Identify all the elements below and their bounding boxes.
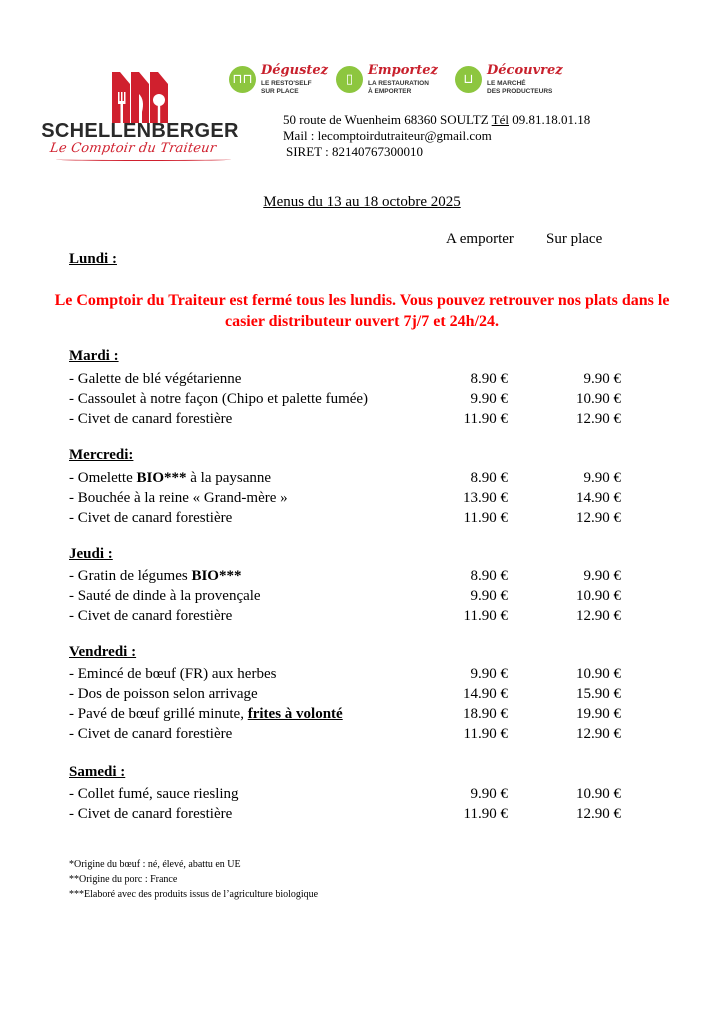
badge-subtitle: LE MARCHÉ DES PRODUCTEURS (487, 80, 553, 95)
dish-name: - Emincé de bœuf (FR) aux herbes (69, 666, 277, 682)
price-takeaway: 11.90 € (463, 608, 508, 624)
dish-name: - Civet de canard forestière (69, 726, 233, 742)
dish-name: - Galette de blé végétarienne (69, 371, 242, 387)
price-takeaway: 11.90 € (463, 411, 508, 427)
day-heading-jeudi: Jeudi : (69, 546, 113, 562)
price-takeaway: 11.90 € (463, 806, 508, 822)
badge-title: Découvrez (487, 63, 563, 78)
footnote-organic: ***Elaboré avec des produits issus de l’agriculture biologique (69, 889, 319, 900)
menu-item-row (69, 389, 625, 409)
takeaway-menu-icon: ▯ (336, 66, 363, 93)
dish-name: - Omelette BIO*** à la paysanne (69, 470, 272, 486)
price-onsite: 12.90 € (576, 411, 621, 427)
price-takeaway: 18.90 € (463, 706, 508, 722)
menu-item-row (69, 369, 625, 389)
menu-item-row (69, 804, 625, 824)
logo-tagline: Le Comptoir du Traiteur (48, 141, 218, 156)
badge-emportez (336, 63, 446, 106)
dish-name: - Cassoulet à notre façon (Chipo et palette fumée) (69, 391, 369, 407)
badge-degustez (229, 63, 329, 106)
badge-subtitle: LA RESTAURATION À EMPORTER (368, 80, 429, 95)
badge-subtitle: LE RESTO'SELF SUR PLACE (261, 80, 312, 95)
menu-item-row (69, 409, 625, 429)
price-takeaway: 9.90 € (470, 786, 508, 802)
company-logo (30, 68, 250, 163)
siret-label: SIRET : (286, 144, 332, 159)
footnote-pork-origin: **Origine du porc : France (69, 874, 178, 885)
price-onsite: 12.90 € (576, 726, 621, 742)
price-onsite: 12.90 € (576, 608, 621, 624)
day-heading-samedi: Samedi : (69, 764, 126, 780)
column-header-onsite: Sur place (546, 231, 603, 247)
price-takeaway: 11.90 € (463, 726, 508, 742)
menu-item-row (69, 508, 625, 528)
day-heading-mercredi: Mercredi: (69, 447, 134, 463)
menu-item-row (69, 566, 625, 586)
price-takeaway: 9.90 € (470, 391, 508, 407)
price-onsite: 12.90 € (576, 510, 621, 526)
dining-table-icon: ⊓⊓ (229, 66, 256, 93)
price-takeaway: 14.90 € (463, 686, 508, 702)
dish-name: - Civet de canard forestière (69, 411, 233, 427)
footnote-beef-origin: *Origine du bœuf : né, élevé, abattu en UE (69, 859, 241, 870)
bio-label: BIO*** (191, 568, 242, 584)
footnotes (69, 857, 318, 902)
price-takeaway: 9.90 € (470, 666, 508, 682)
unlimited-fries-label: frites à volonté (247, 706, 343, 722)
dish-name: - Pavé de bœuf grillé minute, frites à volonté (69, 706, 343, 722)
column-header-takeaway: A emporter (446, 231, 514, 247)
menu-title: Menus du 13 au 18 octobre 2025 (263, 194, 461, 210)
tel-label: Tél (491, 112, 509, 127)
bio-label: BIO*** (136, 470, 187, 486)
menu-item-row (69, 468, 625, 488)
menu-item-row (69, 488, 625, 508)
price-takeaway: 8.90 € (470, 568, 508, 584)
dish-name: - Dos de poisson selon arrivage (69, 686, 258, 702)
contact-address-line (283, 111, 590, 128)
price-onsite: 10.90 € (576, 786, 621, 802)
badge-decouvrez (455, 63, 565, 106)
menu-item-row (69, 704, 625, 724)
price-takeaway: 9.90 € (470, 588, 508, 604)
mail-label: Mail : (283, 128, 318, 143)
mail-address[interactable]: lecomptoirdutraiteur@gmail.com (317, 128, 492, 143)
price-onsite: 14.90 € (576, 490, 621, 506)
price-onsite: 10.90 € (576, 391, 621, 407)
menu-item-row (69, 606, 625, 626)
menu-item-row (69, 586, 625, 606)
day-heading-vendredi: Vendredi : (69, 644, 137, 660)
day-heading-mardi: Mardi : (69, 348, 119, 364)
price-takeaway: 13.90 € (463, 490, 508, 506)
price-takeaway: 8.90 € (470, 371, 508, 387)
cutlery-buildings-icon (30, 68, 250, 123)
price-onsite: 9.90 € (583, 568, 621, 584)
dish-name: - Civet de canard forestière (69, 806, 233, 822)
dish-name: - Gratin de légumes BIO*** (69, 568, 242, 584)
closed-notice: Le Comptoir du Traiteur est fermé tous les lundis. Vous pouvez retrouver nos plats dans le casier distributeur ouvert 7j/7 et 24h/24. (54, 292, 670, 330)
tel-number[interactable]: 09.81.18.01.18 (509, 112, 591, 127)
menu-item-row (69, 784, 625, 804)
dish-name: - Collet fumé, sauce riesling (69, 786, 239, 802)
contact-siret-line (286, 143, 423, 160)
price-takeaway: 8.90 € (470, 470, 508, 486)
price-onsite: 9.90 € (583, 470, 621, 486)
siret-number: 82140767300010 (332, 144, 423, 159)
logo-brand-name: SCHELLENBERGER (41, 120, 239, 142)
price-onsite: 15.90 € (576, 686, 621, 702)
price-onsite: 10.90 € (576, 666, 621, 682)
dish-name: - Bouchée à la reine « Grand-mère » (69, 490, 288, 506)
menu-item-row (69, 724, 625, 744)
badge-title: Dégustez (261, 63, 329, 78)
price-onsite: 10.90 € (576, 588, 621, 604)
market-stall-icon: ⊔ (455, 66, 482, 93)
dish-name: - Sauté de dinde à la provençale (69, 588, 261, 604)
dish-name: - Civet de canard forestière (69, 608, 233, 624)
address: 50 route de Wuenheim 68360 SOULTZ (283, 112, 492, 127)
price-onsite: 12.90 € (576, 806, 621, 822)
logo-swoosh (56, 158, 231, 161)
price-onsite: 19.90 € (576, 706, 621, 722)
menu-item-row (69, 684, 625, 704)
price-onsite: 9.90 € (583, 371, 621, 387)
day-heading-lundi: Lundi : (69, 251, 117, 267)
dish-name: - Civet de canard forestière (69, 510, 233, 526)
contact-mail-line (283, 127, 492, 144)
badge-title: Emportez (368, 63, 438, 78)
price-takeaway: 11.90 € (463, 510, 508, 526)
menu-item-row (69, 664, 625, 684)
